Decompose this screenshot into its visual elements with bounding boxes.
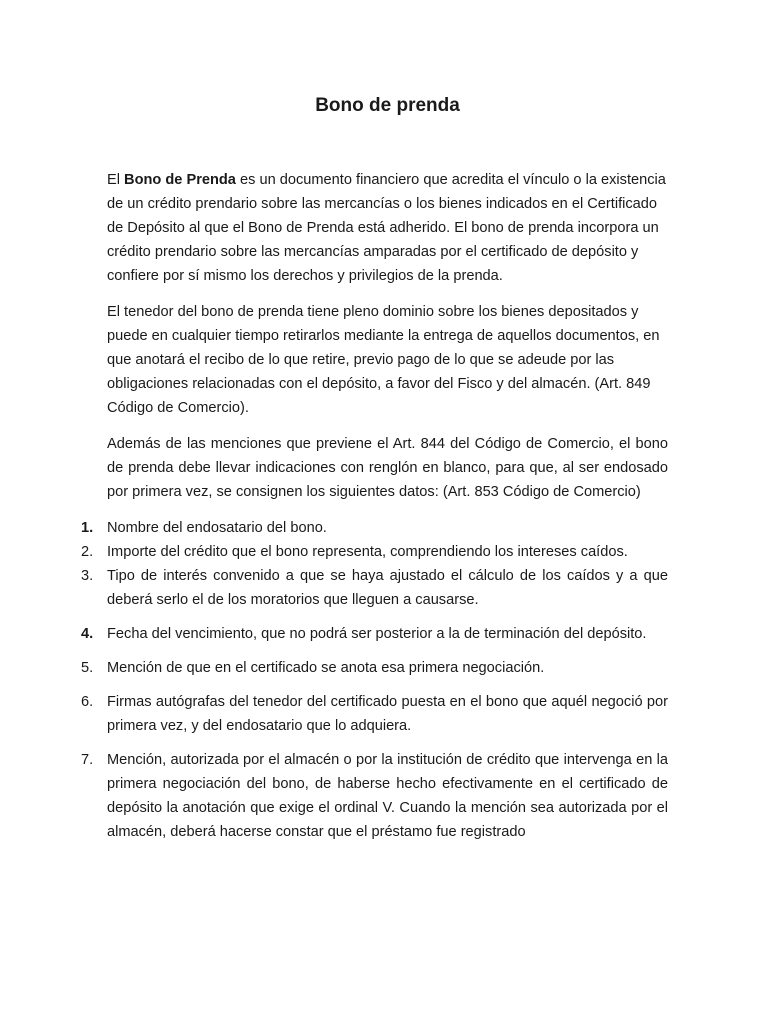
list-number: 4.	[81, 626, 94, 642]
list-text: Mención, autorizada por el almacén o por la institución de crédito que intervenga en la primera negociación del bono, de haberse hecho efectivamente en el certificado de depósito la anotación que exige el ordinal V. Cuando la mención sea autorizada por el almacén, deberá hacerse constar que el préstamo fue registrado	[107, 752, 668, 840]
list-item	[81, 748, 668, 844]
list-item	[81, 690, 668, 738]
list-number: 5.	[81, 660, 94, 676]
paragraph-text: El	[107, 172, 125, 188]
list-item	[81, 622, 668, 646]
paragraph-tenedor: El tenedor del bono de prenda tiene pleno dominio sobre los bienes depositados y puede en cualquier tiempo retirarlos mediante la entrega de aquellos documentos, en que anotará el recibo de lo que retire, previo pago de lo que se adeude por las obligaciones relacionadas con el depósito, a favor del Fisco y del almacén. (Art. 849 Código de Comercio).	[107, 304, 660, 416]
document-title: Bono de prenda	[315, 95, 460, 116]
list-item	[81, 564, 668, 612]
list-text: Tipo de interés convenido a que se haya ajustado el cálculo de los caídos y a que deberá serlo el de los moratorios que lleguen a causarse.	[107, 568, 668, 608]
paragraph-definition	[107, 168, 668, 288]
list-text: Importe del crédito que el bono representa, comprendiendo los intereses caídos.	[107, 544, 628, 560]
list-text: Nombre del endosatario del bono.	[107, 520, 327, 536]
list-item	[81, 516, 668, 540]
list-number: 6.	[81, 694, 94, 710]
bold-term: Bono de Prenda	[124, 172, 236, 188]
paragraph-text: es un documento financiero que acredita el vínculo o la existencia de un crédito prendario sobre las mercancías o los bienes indicados en el Certificado de Depósito al que el Bono de Prenda está adherido. El bono de prenda incorpora un crédito prendario sobre las mercancías amparadas por el certificado de depósito y confiere por sí mismo los derechos y privilegios de la prenda.	[107, 172, 666, 284]
list-number: 2.	[81, 544, 94, 560]
requirements-list	[81, 516, 668, 844]
list-number: 1.	[81, 520, 94, 536]
list-number: 3.	[81, 568, 94, 584]
list-text: Firmas autógrafas del tenedor del certificado puesta en el bono que aquél negoció por primera vez, y del endosatario que lo adquiera.	[107, 694, 668, 734]
list-text: Fecha del vencimiento, que no podrá ser posterior a la de terminación del depósito.	[107, 626, 647, 642]
paragraph-menciones: Además de las menciones que previene el Art. 844 del Código de Comercio, el bono de prenda debe llevar indicaciones con renglón en blanco, para que, al ser endosado por primera vez, se consignen los siguientes datos: (Art. 853 Código de Comercio)	[107, 436, 668, 500]
list-item	[81, 540, 668, 564]
list-number: 7.	[81, 752, 94, 768]
list-item	[81, 656, 668, 680]
list-text: Mención de que en el certificado se anota esa primera negociación.	[107, 660, 545, 676]
